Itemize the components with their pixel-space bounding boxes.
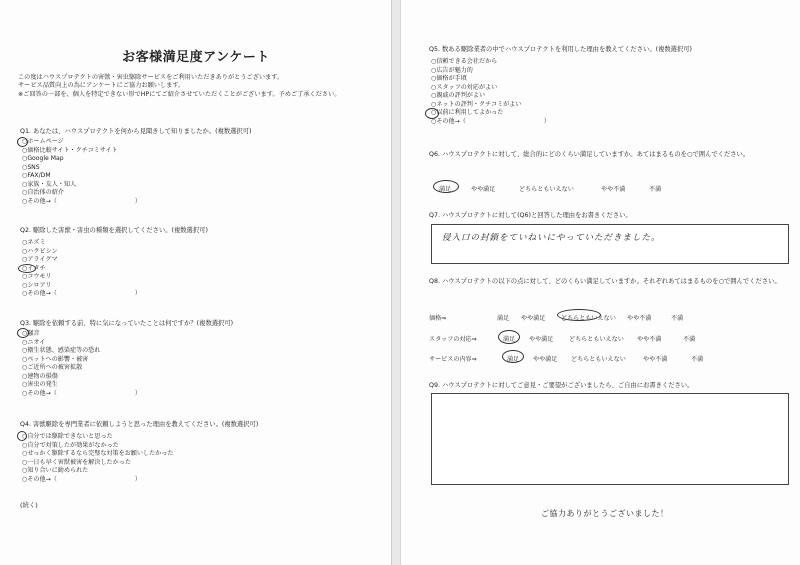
q6-scale — [439, 184, 739, 194]
q8-service-somewhat-satisfied[interactable]: やや満足 — [533, 356, 558, 363]
q8-price-neutral[interactable]: どちらともいえない — [561, 315, 616, 322]
question-q4: Q4. 害獣駆除を専門業者に依頼しようと思った理由を教えてください。(複数選択可) — [20, 421, 259, 428]
q2-option-civet[interactable]: ○ハクビシン — [22, 247, 58, 255]
q2-options — [22, 239, 141, 299]
q8-price-somewhat-satisfied[interactable]: やや満足 — [521, 315, 546, 322]
q8-row-label: サービスの内容⇒ — [429, 356, 477, 363]
q2-option-rat[interactable]: ○ネズミ — [22, 239, 46, 246]
q1-options — [22, 138, 141, 206]
question-q1: Q1. あなたは、ハウスプロテクトを何から見聞きして知りましたか。(複数選択可) — [20, 128, 252, 135]
q5-option-attractive-ad[interactable]: ○広告が魅力的 — [431, 66, 473, 74]
q4-option-recommended[interactable]: ○知り合いに勧められた — [22, 467, 89, 474]
q8-service-satisfied[interactable]: 満足 — [507, 356, 520, 363]
q4-option-diy-failed[interactable]: ○自分で対策したが効果がなかった — [22, 441, 119, 449]
q3-options — [22, 330, 141, 398]
q2-option-weasel[interactable]: ○イタチ — [22, 264, 46, 272]
question-q3: Q3. 駆除を依頼する前、特に気になっていたことは何ですか？(複数選択可) — [20, 320, 234, 327]
survey-title: お客様満足度アンケート — [122, 50, 270, 65]
q8-row-label: スタッフの対応⇒ — [429, 336, 477, 343]
question-q5: Q5. 数ある駆除業者の中でハウスプロテクトを利用した理由を教えてください。(複数選択可) — [429, 46, 693, 53]
q8-price-dissatisfied[interactable]: 不満 — [671, 315, 684, 322]
intro-line: この度はハウスプロテクトの害獣・害虫駆除サービスをご利用いただきありがとうございます。 — [18, 74, 284, 81]
question-q6: Q6. ハウスプロテクトに対して、総合的にどのくらい満足していますか。あてはまるものを○で囲んでください。 — [429, 151, 750, 158]
q2-option-bat[interactable]: ○コウモリ — [22, 273, 52, 280]
q5-option-good-staff[interactable]: ○スタッフの対応がよい — [431, 83, 498, 91]
q4-option-other[interactable]: ○その他→（ ） — [22, 475, 141, 483]
q1-option-google-map[interactable]: ○Google Map — [22, 155, 64, 162]
q5-option-trustworthy[interactable]: ○信頼できる会社だから — [431, 58, 498, 65]
q8-staff-somewhat-satisfied[interactable]: やや満足 — [529, 336, 554, 343]
q4-option-perfect-treatment[interactable]: ○せっかく駆除するなら完璧な対策をお願いしたかった — [22, 450, 174, 457]
q5-option-relatives-reputation[interactable]: ○親戚の評判がよい — [431, 92, 486, 99]
q3-option-pet-impact[interactable]: ○ペットへの影響・被害 — [22, 355, 89, 363]
q7-handwritten-answer: 侵入口の封鎖をていねいにやっていただきました。 — [442, 233, 661, 243]
q1-option-homepage[interactable]: ○ホームページ — [22, 138, 64, 145]
q2-option-other[interactable]: ○その他→（ ） — [22, 290, 141, 297]
q5-option-reasonable-price[interactable]: ○価格が手頃 — [431, 75, 467, 82]
q1-option-comparison-site[interactable]: ○価格比較サイト・クチコミサイト — [22, 146, 118, 154]
q8-price-satisfied[interactable]: 満足 — [497, 315, 510, 322]
q7-answer-box[interactable] — [431, 224, 789, 264]
survey-intro — [18, 74, 380, 99]
q6-option-somewhat-dissatisfied[interactable]: やや不満 — [601, 186, 626, 193]
q8-service-somewhat-dissatisfied[interactable]: やや不満 — [643, 356, 668, 363]
q3-option-pests[interactable]: ○害虫の発生 — [22, 381, 58, 388]
page-gutter — [392, 0, 400, 565]
question-q8: Q8. ハウスプロテクトの以下の点に対して、どのくらい満足していますか。それぞれあてはまるものを○で囲んでください。 — [429, 278, 781, 285]
continued-label: (続く) — [20, 501, 38, 509]
q3-option-other[interactable]: ○その他→（ ） — [22, 389, 141, 397]
q6-option-satisfied[interactable]: 満足 — [439, 186, 452, 193]
q8-staff-somewhat-dissatisfied[interactable]: やや不満 — [637, 336, 662, 343]
q9-answer-box[interactable] — [431, 393, 789, 485]
q3-option-smell[interactable]: ○ニオイ — [22, 338, 46, 346]
thank-you-message: ご協力ありがとうございました！ — [541, 509, 669, 518]
q3-option-noise[interactable]: ○騒音 — [22, 330, 40, 337]
intro-line: サービス品質向上の為にアンケートにご協力お願いします。 — [18, 82, 185, 90]
q4-options — [22, 433, 173, 484]
q8-row-label: 価格⇒ — [429, 315, 447, 322]
q8-service-neutral[interactable]: どちらともいえない — [571, 356, 626, 363]
q1-option-other[interactable]: ○その他→（ ） — [22, 197, 141, 205]
question-q9: Q9. ハウスプロテクトに対してご意見・ご要望がございましたら、ご自由にお書きください。 — [429, 382, 694, 389]
question-q2: Q2. 駆除した害獣・害虫の種類を選択してください。(複数選択可) — [20, 227, 208, 234]
q4-option-cannot-diy[interactable]: ○自分では駆除できないと思った — [22, 433, 113, 440]
q5-options — [431, 58, 550, 126]
q3-option-neighbors[interactable]: ○ご近所への被害拡散 — [22, 364, 83, 371]
question-q7: Q7. ハウスプロテクトに対して(Q6)と回答した理由をお書きください。 — [429, 212, 632, 219]
q1-option-sns[interactable]: ○SNS — [22, 163, 40, 171]
q5-option-other[interactable]: ○その他→（ ） — [431, 117, 550, 125]
q3-option-hygiene[interactable]: ○衛生状態、感染症等の恐れ — [22, 347, 101, 354]
q8-staff-satisfied[interactable]: 満足 — [503, 336, 516, 343]
q8-staff-dissatisfied[interactable]: 不満 — [683, 336, 696, 343]
q6-option-somewhat-satisfied[interactable]: やや満足 — [471, 186, 496, 193]
q4-option-urgent[interactable]: ○一日も早く害獣被害を解決したかった — [22, 458, 131, 466]
survey-page-right — [400, 0, 800, 565]
q8-price-somewhat-dissatisfied[interactable]: やや不満 — [627, 315, 652, 322]
q5-option-used-before[interactable]: ○以前に利用してよかった — [431, 109, 504, 116]
q5-option-online-reviews[interactable]: ○ネットの評判・クチコミがよい — [431, 100, 522, 108]
q2-option-termite[interactable]: ○シロアリ — [22, 281, 52, 289]
q6-option-dissatisfied[interactable]: 不満 — [649, 186, 662, 193]
q8-staff-neutral[interactable]: どちらともいえない — [569, 336, 624, 343]
q3-option-building-damage[interactable]: ○建物の損傷 — [22, 372, 58, 380]
q8-service-dissatisfied[interactable]: 不満 — [691, 356, 704, 363]
survey-page-left — [0, 0, 392, 565]
q1-option-municipality[interactable]: ○自治体の紹介 — [22, 189, 64, 196]
q8-row-price — [429, 313, 789, 323]
q1-option-fax-dm[interactable]: ○FAX/DM — [22, 172, 51, 179]
intro-line: ※ご回答の一部を、個人を特定できない形でHPにてご紹介させていただくことがございます。予めご了承ください。 — [18, 90, 341, 98]
q6-option-neutral[interactable]: どちらともいえない — [519, 186, 574, 193]
q8-row-staff — [429, 334, 789, 344]
q8-row-service — [429, 354, 789, 364]
q1-option-family-friends[interactable]: ○家族・友人・知人 — [22, 180, 77, 188]
q2-option-raccoon[interactable]: ○アライグマ — [22, 256, 58, 263]
